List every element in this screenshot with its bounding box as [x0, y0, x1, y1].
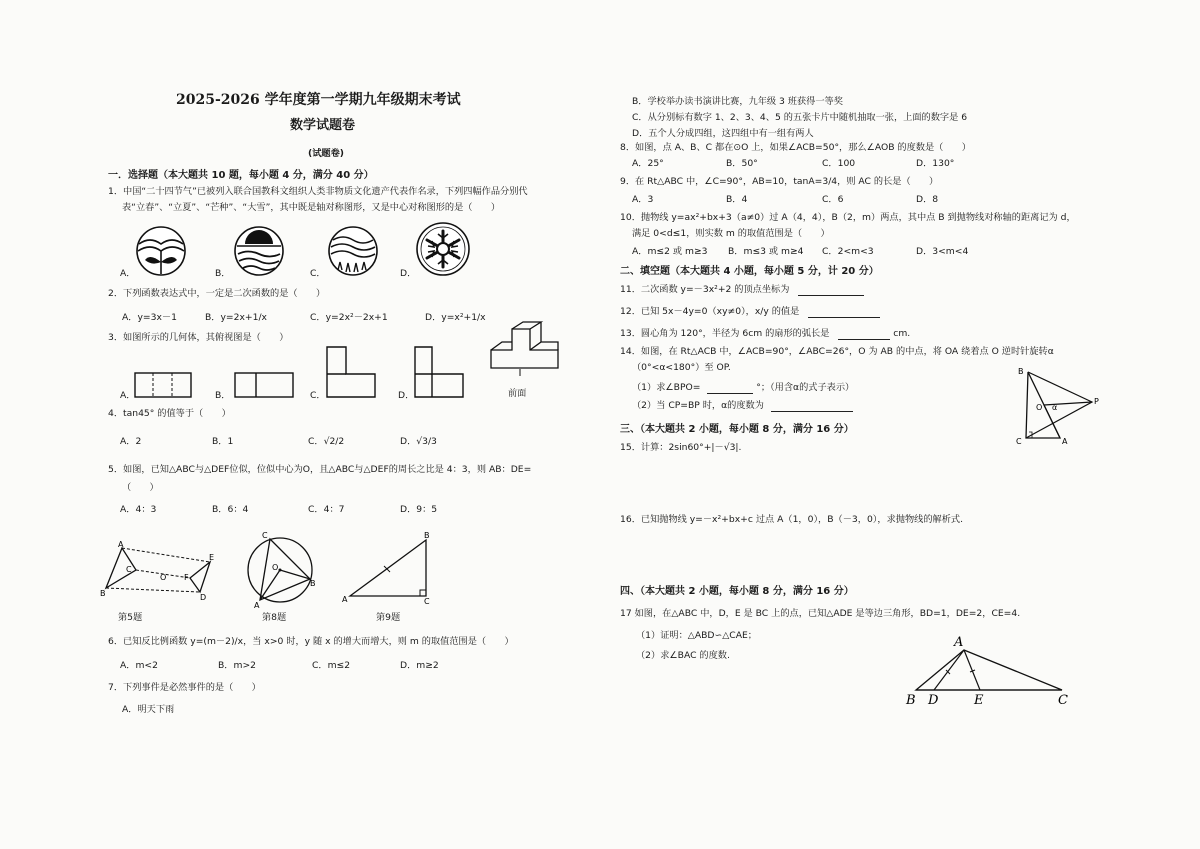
q8-label-b: B: [310, 579, 316, 588]
q16-text: 16．已知抛物线 y=－x²+bx+c 过点 A（1，0），B（－3，0），求抛物线的解析式.: [620, 514, 963, 525]
q5-label-e: E: [209, 553, 215, 562]
q3-option-d-figure: [414, 346, 464, 398]
q5-option-b: B．6：4: [212, 504, 249, 515]
q2-option-b: B．y=2x+1/x: [205, 312, 267, 323]
section-2-heading: 二、填空题（本大题共 4 小题，每小题 5 分，计 20 分）: [620, 266, 879, 277]
q14-label-a: A: [1062, 437, 1068, 446]
q14-part2-blank[interactable]: [771, 401, 853, 412]
q3-solid-figure: [490, 328, 560, 378]
q12-stem: 12．已知 5x－4y=0（xy≠0），x/y 的值是: [620, 306, 800, 317]
q10-option-c: C．2<m<3: [822, 246, 874, 257]
q3-option-b-figure: [234, 372, 294, 398]
q4-option-c: C．√2/2: [308, 436, 345, 447]
q14-text-line2: （0°<α<180°）至 OP.: [632, 362, 731, 373]
q13-unit: cm.: [893, 328, 911, 339]
q13-text: [620, 328, 910, 340]
q7-option-d: D．五个人分成四组，这四组中有一组有两人: [632, 128, 814, 139]
section-1-heading: 一．选择题（本大题共 10 题，每小题 4 分，满分 40 分）: [108, 170, 374, 181]
q5-text-line1: 5．如图，已知△ABC与△DEF位似，位似中心为O，且△ABC与△DEF的周长之比是 4：3，则 AB：DE=: [108, 464, 532, 475]
q13-answer-blank[interactable]: [838, 329, 890, 340]
q10-option-b: B．m≤3 或 m≥4: [728, 246, 804, 257]
q1-option-b: B．: [215, 268, 231, 279]
q2-option-a: A．y=3x－1: [122, 312, 177, 323]
q1-option-a: A．: [120, 268, 136, 279]
q6-option-b: B．m>2: [218, 660, 256, 671]
q14-text-line1: 14．如图，在 Rt△ACB 中，∠ACB=90°，∠ABC=26°，O 为 AB 的中点，将 OA 绕着点 O 逆时针旋转α: [620, 346, 1054, 357]
solar-term-emblem-b: [234, 226, 284, 276]
q15-text: 15．计算：2sin60°+|－√3|.: [620, 442, 742, 453]
q3-option-c-figure: [326, 346, 376, 398]
q5-label-o: O: [160, 573, 167, 582]
exam-subtitle: 数学试题卷: [290, 118, 356, 133]
q5-label-b: B: [100, 589, 106, 598]
q9-option-c: C．6: [822, 194, 844, 205]
q14-part2: [632, 400, 853, 412]
q3-front-label: 前面: [508, 388, 527, 399]
q14-rotation-figure: [1016, 366, 1104, 448]
q9-figure-caption: 第9题: [376, 612, 401, 623]
q17-label-d: D: [928, 693, 939, 708]
q5-option-a: A．4：3: [120, 504, 157, 515]
q8-option-d: D．130°: [916, 158, 955, 169]
q17-label-a: A: [954, 635, 964, 650]
q6-option-a: A．m<2: [120, 660, 158, 671]
q12-text: [620, 306, 880, 318]
q10-text-line2: 满足 0<d≤1，则实数 m 的取值范围是（ ）: [632, 228, 830, 239]
q14-part1-blank[interactable]: [707, 383, 753, 394]
q14-part1-stem: （1）求∠BPO=: [632, 382, 701, 393]
q9-label-b: B: [424, 531, 430, 540]
q3-option-a: A．: [120, 390, 136, 401]
q5-label-f: F: [184, 573, 189, 582]
q5-text-line2: （ ）: [122, 482, 159, 493]
q8-option-c: C．100: [822, 158, 856, 169]
q9-text: 9．在 Rt△ABC 中，∠C=90°，AB=10，tanA=3/4，则 AC 的长是（ ）: [620, 176, 939, 187]
q14-part1: [632, 382, 854, 394]
paper-tag: (试题卷): [308, 148, 344, 159]
q17-text: 17 如图，在△ABC 中，D，E 是 BC 上的点，已知△ADE 是等边三角形，BD=1，DE=2，CE=4.: [620, 608, 1021, 619]
q8-figure-caption: 第8题: [262, 612, 287, 623]
q2-text: 2．下列函数表达式中，一定是二次函数的是（ ）: [108, 288, 326, 299]
q5-label-a: A: [118, 540, 124, 549]
q17-label-e: E: [974, 693, 984, 708]
q5-option-d: D．9：5: [400, 504, 438, 515]
q1-option-c: C．: [310, 268, 326, 279]
q8-option-b: B．50°: [726, 158, 758, 169]
solar-term-emblem-a: [136, 226, 186, 276]
q6-option-c: C．m≤2: [312, 660, 351, 671]
q5-figure-caption: 第5题: [118, 612, 143, 623]
q2-option-d: D．y=x²+1/x: [425, 312, 486, 323]
q8-option-a: A．25°: [632, 158, 664, 169]
q10-option-d: D．3<m<4: [916, 246, 969, 257]
q14-label-c: C: [1016, 437, 1022, 446]
q9-option-a: A．3: [632, 194, 654, 205]
q12-answer-blank[interactable]: [808, 307, 880, 318]
q9-option-b: B．4: [726, 194, 748, 205]
q7-option-a: A．明天下雨: [122, 704, 175, 715]
q1-text-line2: 表“立春”、“立夏”、“芒种”、“大雪”，其中既是轴对称图形，又是中心对称图形的是（ ）: [122, 202, 501, 213]
solar-term-emblem-d: [416, 222, 470, 276]
q3-option-c: C．: [310, 390, 326, 401]
q11-stem: 11．二次函数 y=－3x²+2 的顶点坐标为: [620, 284, 790, 295]
solar-term-emblem-c: [328, 226, 378, 276]
section-4-heading: 四、（本大题共 2 小题，每小题 8 分，满分 16 分）: [620, 586, 854, 597]
q3-text: 3．如图所示的几何体，其俯视图是（ ）: [108, 332, 289, 343]
q14-part2-stem: （2）当 CP=BP 时，α的度数为: [632, 400, 764, 411]
q9-option-d: D．8: [916, 194, 939, 205]
q3-option-a-figure: [134, 372, 192, 398]
q2-option-c: C．y=2x²－2x+1: [310, 312, 388, 323]
q5-label-d: D: [200, 593, 207, 602]
q14-label-b: B: [1018, 367, 1024, 376]
q4-option-d: D．√3/3: [400, 436, 437, 447]
q1-option-d: D．: [400, 268, 417, 279]
q13-stem: 13．圆心角为 120°，半径为 6cm 的扇形的弧长是: [620, 328, 830, 339]
q8-text: 8．如图，点 A、B、C 都在⊙O 上，如果∠ACB=50°，那么∠AOB 的度数是（ ）: [620, 142, 971, 153]
q3-option-b: B．: [215, 390, 231, 401]
q7-option-c: C．从分别标有数字 1、2、3、4、5 的五张卡片中随机抽取一张，上面的数字是 6: [632, 112, 968, 123]
q17-label-b: B: [906, 693, 916, 708]
q8-label-c: C: [262, 531, 268, 540]
q17-part2: （2）求∠BAC 的度数.: [636, 650, 730, 661]
q4-option-a: A．2: [120, 436, 142, 447]
q9-triangle-figure: [340, 530, 440, 604]
q17-triangle-figure: [904, 634, 1074, 706]
q1-text-line1: 1．中国“二十四节气”已被列入联合国教科文组织人类非物质文化遗产代表作名录，下列四幅作品分别代: [108, 186, 528, 197]
q3-option-d: D．: [398, 390, 415, 401]
q8-label-o: O: [272, 563, 279, 572]
q11-answer-blank[interactable]: [798, 285, 864, 296]
q9-label-a: A: [342, 595, 348, 604]
q10-option-a: A．m≤2 或 m≥3: [632, 246, 708, 257]
q17-part1: （1）证明：△ABD∽△CAE；: [636, 630, 757, 641]
q14-label-p: P: [1094, 397, 1099, 406]
section-3-heading: 三、（本大题共 2 小题，每小题 8 分，满分 16 分）: [620, 424, 854, 435]
q6-option-d: D．m≥2: [400, 660, 439, 671]
q10-text-line1: 10．抛物线 y=ax²+bx+3（a≠0）过 A（4，4），B（2，m）两点，其中点 B 到抛物线对称轴的距离记为 d，: [620, 212, 1076, 223]
q7-option-b: B．学校举办读书演讲比赛，九年级 3 班获得一等奖: [632, 96, 843, 107]
q7-text: 7．下列事件是必然事件的是（ ）: [108, 682, 261, 693]
q5-homothety-figure: [100, 540, 225, 600]
q4-option-b: B．1: [212, 436, 234, 447]
q8-label-a: A: [254, 601, 260, 610]
q11-text: [620, 284, 864, 296]
q14-label-o: O: [1036, 403, 1043, 412]
q5-label-c: C: [126, 565, 132, 574]
q17-label-c: C: [1058, 693, 1068, 708]
q14-part1-tail: °；（用含α的式子表示）: [756, 382, 855, 393]
q6-text: 6．已知反比例函数 y=(m－2)/x，当 x>0 时，y 随 x 的增大而增大，则 m 的取值范围是（ ）: [108, 636, 514, 647]
q14-label-alpha: α: [1052, 403, 1058, 412]
q8-circle-figure: [242, 528, 320, 610]
exam-title: 2025-2026 学年度第一学期九年级期末考试: [176, 92, 461, 108]
q4-text: 4．tan45° 的值等于（ ）: [108, 408, 231, 419]
q5-option-c: C．4：7: [308, 504, 345, 515]
q9-label-c: C: [424, 597, 430, 606]
